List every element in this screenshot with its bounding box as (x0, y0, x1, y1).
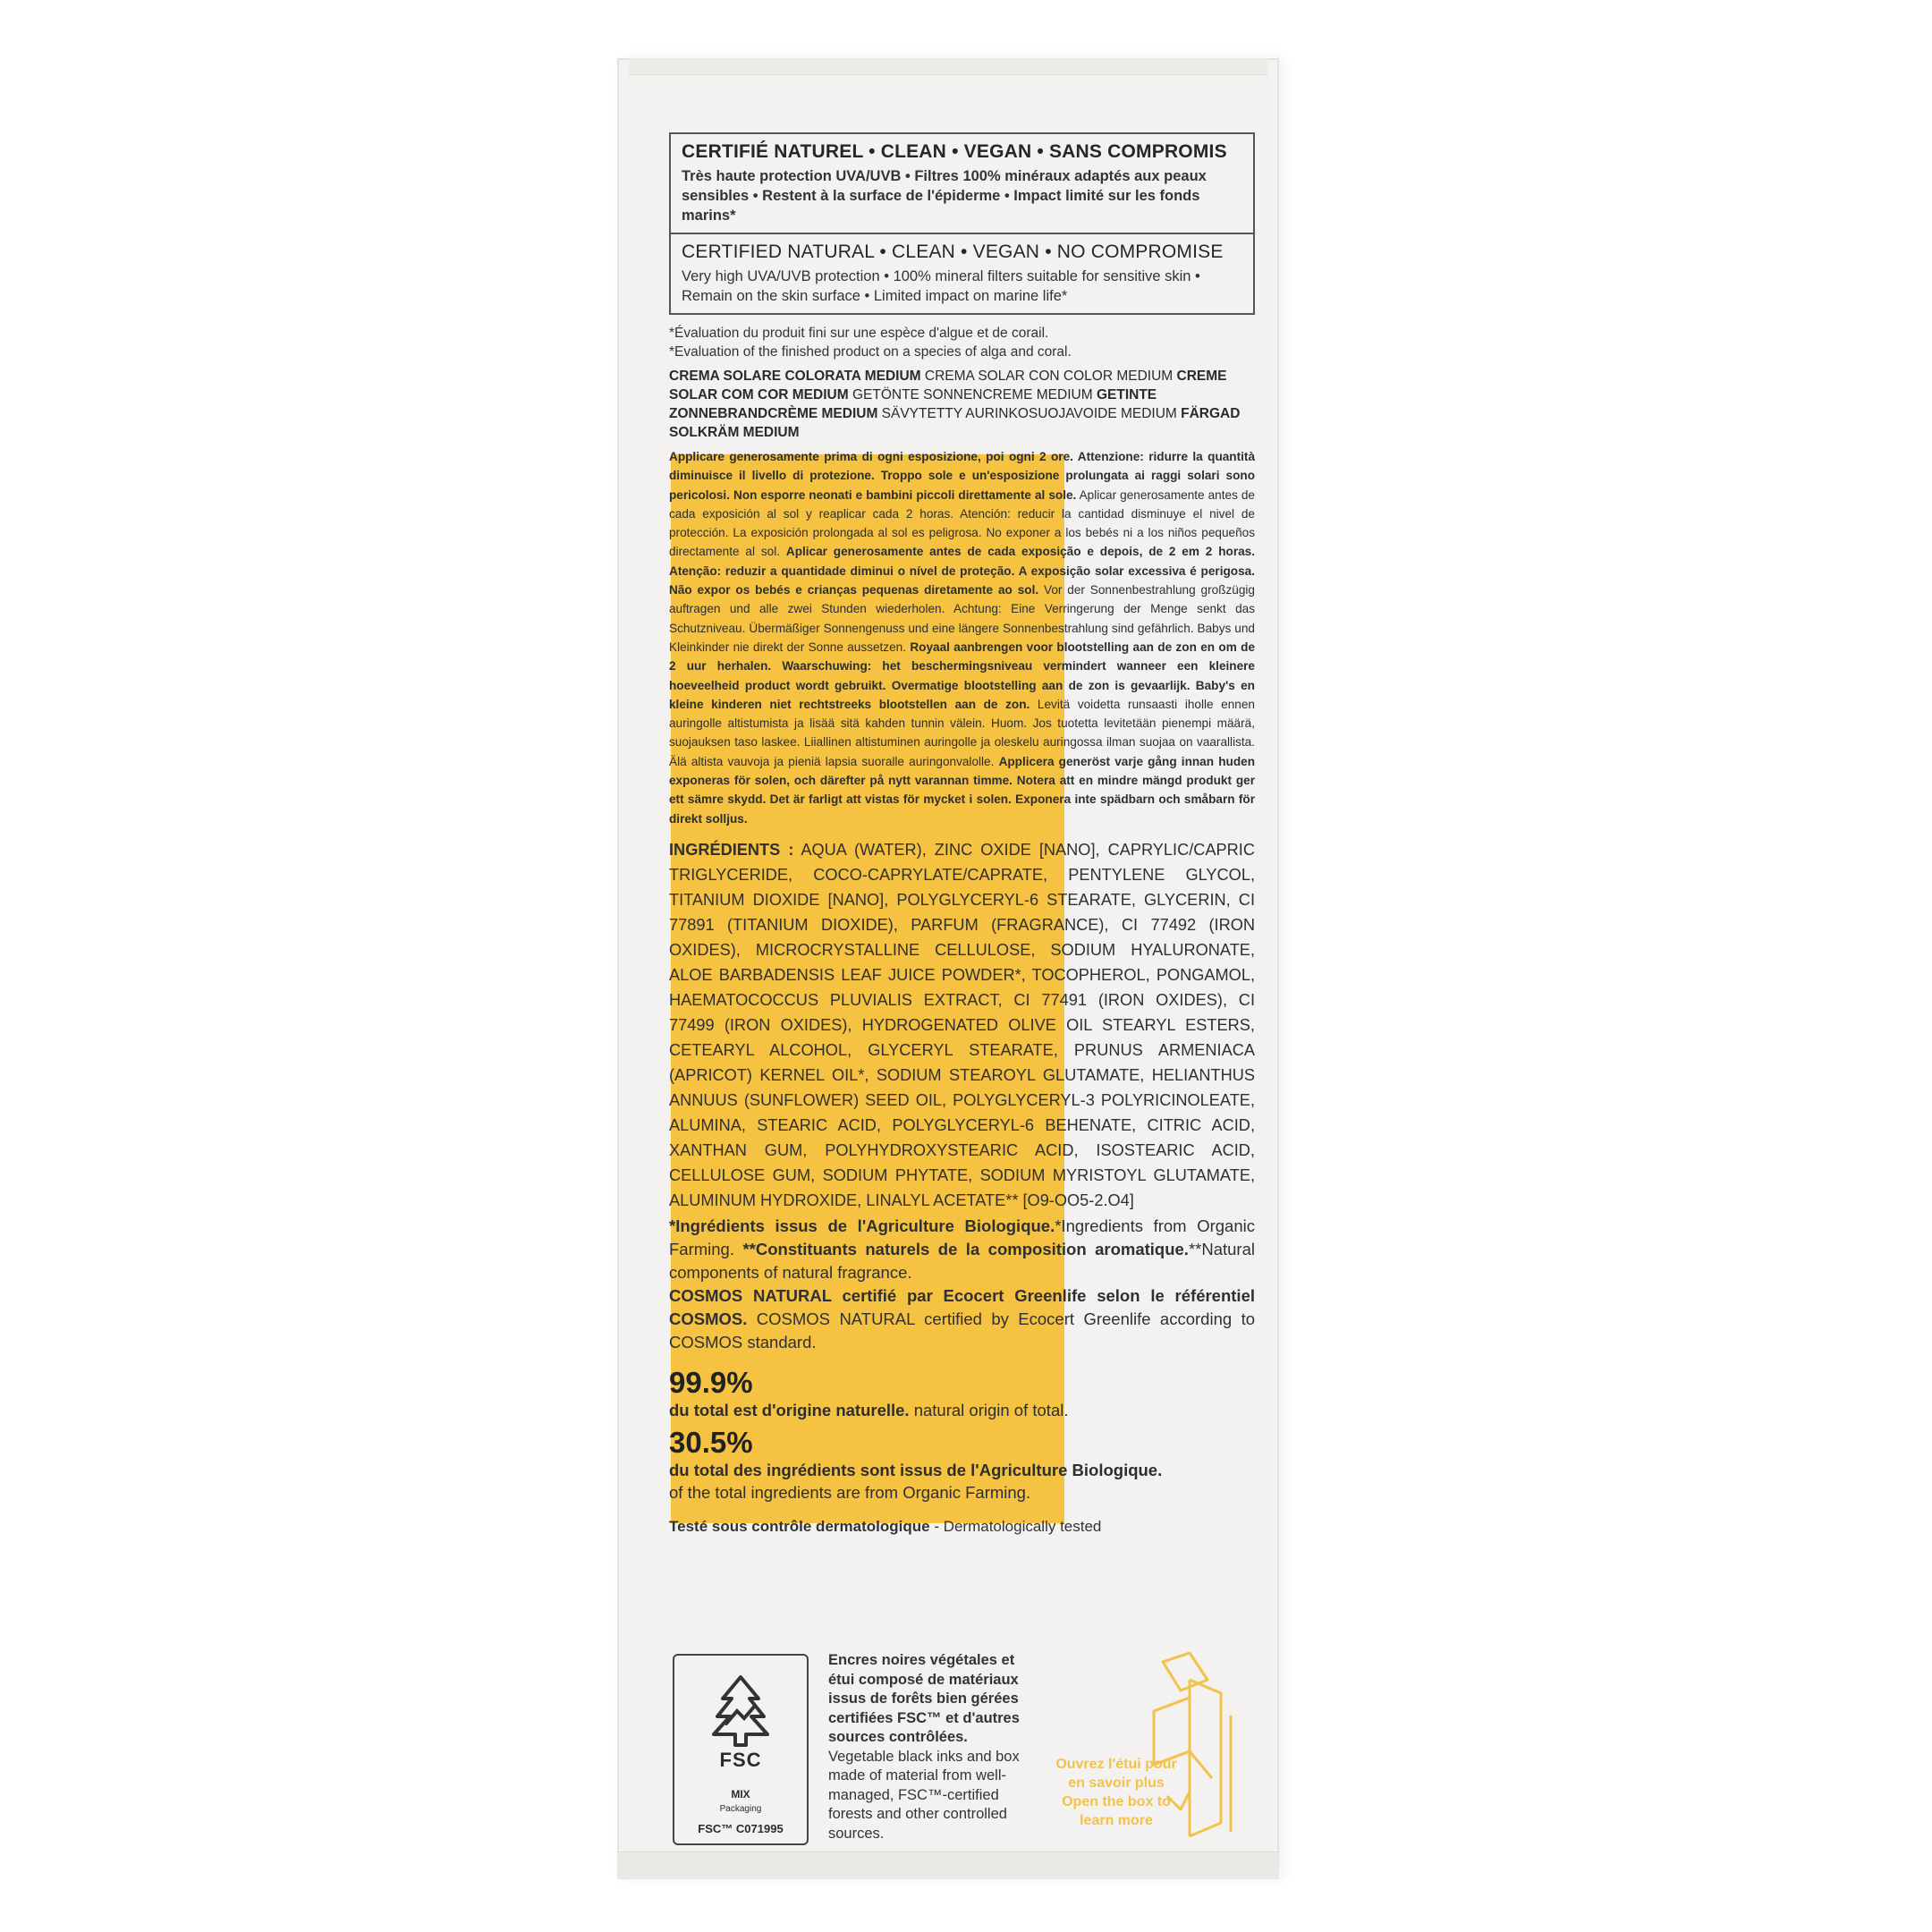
organic-percent: 30.5% (669, 1425, 753, 1459)
organic-en: of the total ingredients are from Organic Farming. (669, 1482, 1031, 1502)
name-nl: GETINTE ZONNEBRANDCRÈME MEDIUM (669, 387, 1157, 421)
claim-box-en (669, 234, 1255, 315)
box-bottom-edge (617, 1852, 1279, 1879)
claim-box-fr (669, 132, 1255, 234)
inks-fr: Encres noires végétales et étui composé de matériaux issus de forêts bien gérées certifiées FSC™ et d'autres sources contrôlées. (828, 1652, 1020, 1745)
note-natural-fr: **Constituants naturels de la composition aromatique. (742, 1239, 1189, 1258)
usage-nl: Royaal aanbrengen voor blootstelling aan de zon en om de 2 uur herhalen. Waarschuwing: het beschermingsniveau vermindert wanneer een kleinere hoeveelheid product wordt gebruikt. Overmatige blootstelling aan de zon is gevaarlijk. Baby's en kleine kinderen niet rechtstreeks blootstellen aan de zon. (669, 640, 1256, 711)
open-box-text-fr: Ouvrez l'étui pour en savoir plus (1055, 1757, 1177, 1791)
name-pt: CREME SOLAR COM COR MEDIUM (669, 369, 1227, 402)
fsc-logo (673, 1654, 809, 1845)
footnote-fr: *Évaluation du produit fini sur une espèce d'algue et de corail. (669, 326, 1049, 341)
organic-text (669, 1459, 1255, 1504)
usage-pt: Aplicar generosamente antes de cada exposição e depois, de 2 em 2 horas. Atenção: reduzir a quantidade diminui o nível de proteção. A exposição solar excessiva é perigosa. Não expor os bebés e crianças pequenas diretamente ao sol. (669, 545, 1256, 597)
cosmos-certification (669, 1284, 1255, 1354)
usage-de: Vor der Sonnenbestrahlung großzügig auftragen und alle zwei Stunden wiederholen. Achtung: Eine Verringerung der Menge senkt das Schutzniveau. Übermäßiger Sonnengenuss und eine längere Sonnenbestrahlung sind gefährlich. Babys und Kleinkinder nie direkt der Sonne aussetzen. (669, 583, 1255, 654)
fsc-label: FSC (719, 1749, 762, 1771)
name-de: GETÖNTE SONNENCREME MEDIUM (852, 387, 1093, 402)
box-text-content (669, 132, 1255, 1536)
footnote-en: *Evaluation of the finished product on a species of alga and coral. (669, 344, 1072, 360)
fsc-code: FSC™ C071995 (698, 1822, 784, 1835)
fsc-tree-icon (699, 1672, 782, 1749)
note-organic-fr: *Ingrédients issus de l'Agriculture Biologique. (669, 1216, 1055, 1235)
claim-text-en: Very high UVA/UVB protection • 100% mineral filters suitable for sensitive skin • Remain on the skin surface • Limited impact on marine life* (682, 268, 1200, 304)
name-sv: FÄRGAD SOLKRÄM MEDIUM (669, 406, 1241, 440)
usage-fi: Levitä voidetta runsaasti iholle ennen auringolle altistumista ja lisää sitä kahden tunnin välein. Huom. Jos tuotetta levitetään pienempi määrä, suojauksen taso laskee. Liiallinen altistuminen auringolle ja oleskelu auringossa ilman suojaa on vaarallista. Älä altista vauvoja ja pieniä lapsia suoralle auringonvalolle. (669, 697, 1255, 768)
name-it: CREMA SOLARE COLORATA MEDIUM (669, 369, 921, 384)
note-natural-en: **Natural components of natural fragrance. (669, 1239, 1255, 1282)
note-organic-en: *Ingredients from Organic Farming. (669, 1216, 1255, 1258)
tested-en: - Dermatologically tested (934, 1517, 1102, 1535)
name-es: CREMA SOLAR CON COLOR MEDIUM (924, 369, 1174, 384)
fsc-mix: MIX (731, 1788, 750, 1801)
natural-origin-en: natural origin of total. (913, 1400, 1069, 1419)
natural-origin-text (669, 1399, 1255, 1421)
name-fi: SÄVYTETTY AURINKOSUOJAVOIDE MEDIUM (881, 406, 1177, 421)
organic-fr: du total des ingrédients sont issus de l'Agriculture Biologique. (669, 1460, 1163, 1479)
ingredient-notes (669, 1215, 1255, 1284)
dermatologically-tested (669, 1518, 1255, 1536)
claim-text-fr: Très haute protection UVA/UVB • Filtres 100% minéraux adaptés aux peaux sensibles • Restent à la surface de l'épiderme • Impact limité sur les fonds marins* (682, 168, 1207, 224)
fsc-packaging: Packaging (719, 1804, 762, 1814)
inks-en: Vegetable black inks and box made of material from well-managed, FSC™-certified forests and other controlled sources. (828, 1748, 1020, 1842)
open-box-text-en: Open the box to learn more (1062, 1794, 1171, 1828)
usage-it: Applicare generosamente prima di ogni esposizione, poi ogni 2 ore. Attenzione: ridurre la quantità diminuisce il livello di protezione. Troppo sole e un'esposizione prolungata ai raggi solari sono pericolosi. Non esporre neonati e bambini piccoli direttamente al sole. (669, 450, 1255, 502)
natural-origin-fr: du total est d'origine naturelle. (669, 1400, 910, 1419)
claim-heading-en: CERTIFIED NATURAL • CLEAN • VEGAN • NO COMPROMISE (682, 242, 1224, 262)
ingredients-label: INGRÉDIENTS : (669, 840, 794, 859)
box-top-flap (629, 58, 1267, 75)
natural-origin-percent: 99.9% (669, 1365, 753, 1399)
vegetable-inks-text (828, 1651, 1043, 1843)
usage-es: Aplicar generosamente antes de cada exposición al sol y reaplicar cada 2 horas. Atención: reducir la cantidad disminuye el nivel de protección. La exposición prolongada al sol es peligrosa. No exponer a los bebés ni a los niños pequeños directamente al sol. (669, 487, 1255, 559)
cosmos-en: COSMOS NATURAL certified by Ecocert Greenlife according to COSMOS standard. (669, 1309, 1255, 1352)
product-names (669, 367, 1255, 442)
claim-heading-fr: CERTIFIÉ NATUREL • CLEAN • VEGAN • SANS COMPROMIS (682, 141, 1227, 162)
tested-fr: Testé sous contrôle dermatologique (669, 1517, 930, 1535)
usage-sv: Applicera generöst varje gång innan huden exponeras för solen, och därefter på nytt varannan timme. Notera att en mindre mängd produkt ger ett sämre skydd. Det är farligt att vistas för mycket i solen. Exponera inte spädbarn och småbarn för direkt solljus. (669, 754, 1255, 826)
usage-instructions (669, 447, 1255, 828)
ingredients-list (669, 837, 1255, 1213)
ingredients-text: AQUA (WATER), ZINC OXIDE [NANO], CAPRYLIC/CAPRIC TRIGLYCERIDE, COCO-CAPRYLATE/CAPRATE, PENTYLENE GLYCOL, TITANIUM DIOXIDE [NANO], POLYGLYCERYL-6 STEARATE, GLYCERIN, CI 77891 (TITANIUM DIOXIDE), PARFUM (FRAGRANCE), CI 77492 (IRON OXIDES), MICROCRYSTALLINE CELLULOSE, SODIUM HYALURONATE, ALOE BARBADENSIS LEAF JUICE POWDER*, TOCOPHEROL, PONGAMOL, HAEMATOCOCCUS PLUVIALIS EXTRACT, CI 77491 (IRON OXIDES), CI 77499 (IRON OXIDES), HYDROGENATED OLIVE OIL STEARYL ESTERS, CETEARYL ALCOHOL, GLYCERYL STEARATE, PRUNUS ARMENIACA (APRICOT) KERNEL OIL*, SODIUM STEAROYL GLUTAMATE, HELIANTHUS ANNUUS (SUNFLOWER) SEED OIL, POLYGLYCERYL-3 POLYRICINOLEATE, ALUMINA, STEARIC ACID, POLYGLYCERYL-6 BEHENATE, CITRIC ACID, XANTHAN GUM, POLYHYDROXYSTEARIC ACID, ISOSTEARIC ACID, CELLULOSE GUM, SODIUM PHYTATE, SODIUM MYRISTOYL GLUTAMATE, ALUMINUM HYDROXIDE, LINALYL ACETATE** [O9-OO5-2.O4] (669, 840, 1255, 1209)
cosmos-fr: COSMOS NATURAL certifié par Ecocert Greenlife selon le référentiel COSMOS. (669, 1285, 1255, 1328)
